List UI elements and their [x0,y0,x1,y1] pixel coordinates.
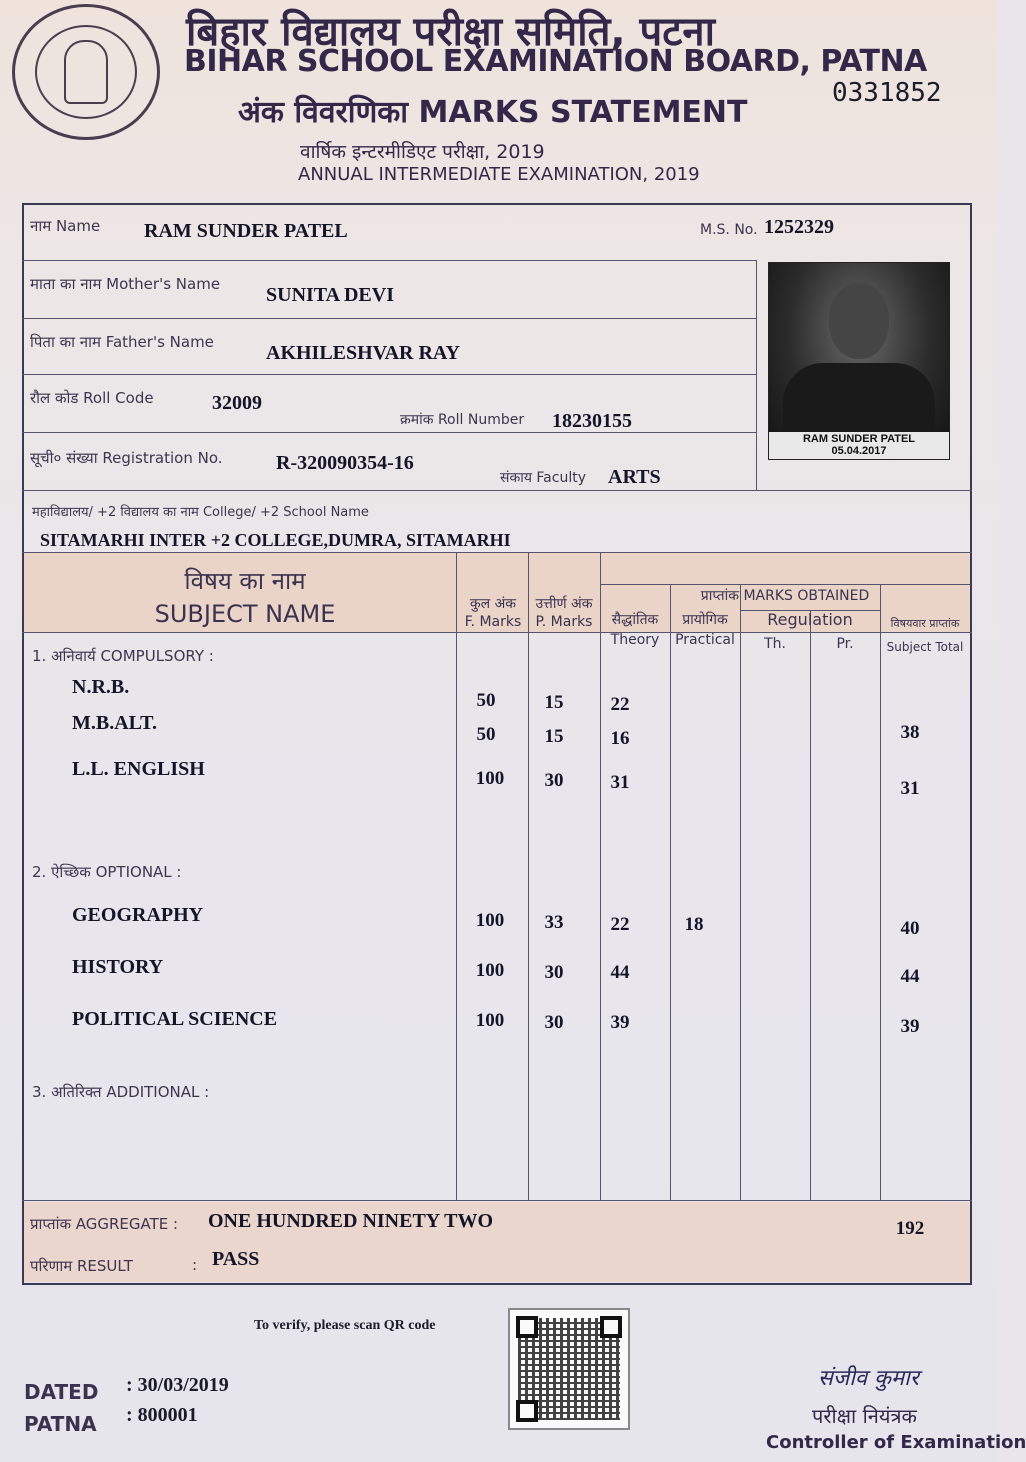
table-header-bottom [22,632,972,633]
table-bottom-line [22,1200,972,1201]
photo-body-shape [783,363,935,433]
subject-name-header: SUBJECT NAME [154,600,336,628]
full-marks-cell: 100 [475,1010,505,1031]
subject-total-cell: 31 [900,778,920,799]
row-divider [22,432,756,433]
row-divider [22,260,756,261]
pass-marks-cell: 30 [544,1012,564,1033]
photo-caption-date: 05.04.2017 [831,445,887,457]
pass-marks-hindi-header: उत्तीर्ण अंक [535,596,593,612]
theory-cell: 16 [610,728,630,749]
photo-head-shape [829,283,889,359]
roll-code-label: रौल कोड Roll Code [30,389,154,407]
exam-title-english: ANNUAL INTERMEDIATE EXAMINATION, 2019 [298,164,700,185]
result-label: परिणाम RESULT [30,1257,133,1275]
subject-name-hindi-header: विषय का नाम [184,567,306,595]
full-marks-cell: 100 [475,768,505,789]
full-marks-cell: 100 [475,910,505,931]
subject-name: L.L. ENGLISH [72,758,205,780]
serial-number: 0331852 [832,78,942,108]
qr-finder-icon [600,1316,622,1338]
theory-cell: 39 [610,1012,630,1033]
ms-no-label: M.S. No. [700,222,758,238]
reg-theory-header: Th. [764,636,786,652]
subject-name: N.R.B. [72,676,130,698]
section-compulsory: 1. अनिवार्य COMPULSORY : [32,647,214,665]
controller-title-hindi: परीक्षा नियंत्रक [812,1404,917,1428]
pass-marks-cell: 30 [544,770,564,791]
aggregate-words: ONE HUNDRED NINETY TWO [208,1210,494,1232]
father-name: AKHILESHVAR RAY [266,342,460,364]
full-marks-cell: 100 [475,960,505,981]
full-marks-cell: 50 [476,724,496,745]
roll-number: 18230155 [552,410,632,432]
father-name-label: पिता का नाम Father's Name [30,333,214,351]
row-divider [22,374,756,375]
theory-cell: 44 [610,962,630,983]
student-photo [768,262,950,460]
aggregate-label: प्राप्तांक AGGREGATE : [30,1215,179,1233]
col-line-full [456,552,457,1200]
result-value: PASS [212,1248,260,1270]
college-label: महाविद्यालय/ +2 विद्यालय का नाम College/ +2 School Name [32,505,369,520]
pass-marks-cell: 33 [544,912,564,933]
board-name-english: BIHAR SCHOOL EXAMINATION BOARD, PATNA [184,44,927,79]
section-additional: 3. अतिरिक्त ADDITIONAL : [32,1083,210,1101]
roll-code: 32009 [212,392,262,414]
regulation-header: Regulation [767,610,853,629]
registration-label: सूची० संख्या Registration No. [30,449,223,467]
dated-label: DATED [24,1380,99,1404]
practical-hindi-header: प्रायोगिक [682,612,728,628]
verify-text: To verify, please scan QR code [254,1318,436,1333]
qr-finder-icon [516,1316,538,1338]
exam-title-hindi: वार्षिक इन्टरमीडिएट परीक्षा, 2019 [300,141,545,163]
result-colon: : [192,1256,198,1274]
aggregate-total: 192 [895,1218,925,1239]
photo-divider [756,260,757,490]
subject-name: GEOGRAPHY [72,904,204,926]
practical-cell: 18 [684,914,704,935]
mother-name-label: माता का नाम Mother's Name [30,275,221,293]
col-line-practical [670,584,671,1200]
subject-total-cell: 38 [900,722,920,743]
subject-total-cell: 40 [900,918,920,939]
dated-value: : 30/03/2019 [126,1374,229,1396]
statement-title: अंक विवरणिका MARKS STATEMENT [238,95,748,130]
full-marks-header: F. Marks [464,614,522,630]
subject-total-header: Subject Total [886,640,964,654]
ms-no-value: 1252329 [764,216,834,238]
controller-signature: संजीव कुमार [818,1366,919,1391]
col-line-theory [600,552,601,1200]
qr-finder-icon [516,1400,538,1422]
reg-practical-header: Pr. [836,636,854,652]
photo-caption [769,432,949,459]
pass-marks-cell: 15 [544,726,564,747]
pass-marks-cell: 15 [544,692,564,713]
faculty-value: ARTS [608,466,661,488]
controller-title-english: Controller of Examination [766,1432,1026,1453]
place-label: PATNA [24,1412,97,1436]
seal-figure-icon [64,40,108,104]
pass-marks-header: P. Marks [535,614,593,630]
table-top-line [22,552,972,553]
pass-marks-cell: 30 [544,962,564,983]
roll-number-label: क्रमांक Roll Number [400,412,525,428]
pin-value: : 800001 [126,1404,198,1426]
seal-inner-ring [35,25,137,119]
col-line-reg-th [740,584,741,1200]
student-name: RAM SUNDER PATEL [144,220,348,242]
theory-hindi-header: सैद्धांतिक [611,612,659,628]
subject-name: M.B.ALT. [72,712,158,734]
theory-cell: 22 [610,694,630,715]
theory-header: Theory [610,632,660,648]
theory-cell: 31 [610,772,630,793]
subject-name: POLITICAL SCIENCE [72,1008,278,1030]
row-divider [22,318,756,319]
college-name: SITAMARHI INTER +2 COLLEGE,DUMRA, SITAMARHI [40,530,511,550]
name-label: नाम Name [30,217,101,235]
mother-name: SUNITA DEVI [266,284,394,306]
full-marks-hindi-header: कुल अंक [469,596,517,612]
subject-total-cell: 39 [900,1016,920,1037]
marks-obtained-header: प्राप्तांक MARKS OBTAINED [700,588,870,604]
full-marks-cell: 50 [476,690,496,711]
registration-no: R-320090354-16 [276,452,414,474]
col-line-total [880,584,881,1200]
photo-caption-name: RAM SUNDER PATEL [802,433,916,445]
subject-total-hindi-header: विषयवार प्राप्तांक [890,617,960,630]
row-divider [22,490,972,491]
board-name-hindi: बिहार विद्यालय परीक्षा समिति, पटना [186,9,715,55]
col-line-reg-pr [810,610,811,1200]
theory-cell: 22 [610,914,630,935]
subject-name: HISTORY [72,956,164,978]
section-optional: 2. ऐच्छिक OPTIONAL : [32,863,182,881]
col-line-pass [528,552,529,1200]
faculty-label: संकाय Faculty [500,470,586,486]
practical-header: Practical [675,632,735,648]
verification-qr-code[interactable] [508,1308,630,1430]
board-seal-logo [12,4,160,140]
marks-obtained-divider [600,584,970,585]
subject-total-cell: 44 [900,966,920,987]
